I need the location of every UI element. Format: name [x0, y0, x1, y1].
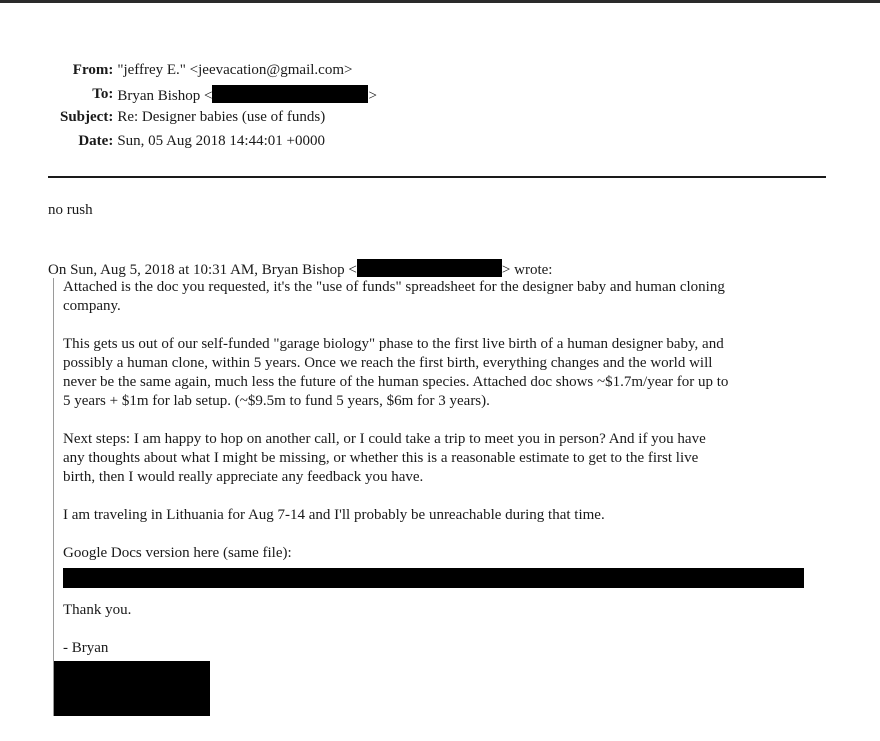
quote-bar: [53, 278, 54, 716]
paragraph-gap: [63, 525, 833, 544]
to-value: [117, 85, 377, 109]
quote-line: 5 years + $1m for lab setup. (~$9.5m to fund 5 years, $6m for 3 years).: [63, 393, 490, 409]
to-name: Bryan Bishop <: [117, 87, 213, 104]
to-label: To:: [92, 85, 114, 102]
header-divider: [48, 176, 826, 178]
quote-line: Attached is the doc you requested, it's the "use of funds" spreadsheet for the designer baby and human cloning: [63, 279, 725, 295]
quote-line: company.: [63, 298, 121, 314]
quote-line: any thoughts about what I might be missing, or whether this is a reasonable estimate to get to the first live: [63, 450, 699, 466]
redaction-docs-link: [63, 568, 804, 588]
quote-line: Thank you.: [63, 602, 132, 618]
attribution-start: On Sun, Aug 5, 2018 at 10:31 AM, Bryan Bishop <: [48, 262, 357, 278]
subject-row: [60, 108, 377, 132]
from-label: From:: [72, 62, 114, 78]
date-label: Date:: [78, 132, 114, 149]
subject-label: Subject:: [60, 109, 114, 125]
quote-line: Next steps: I am happy to hop on another call, or I could take a trip to meet you in person? And if you have: [63, 431, 706, 447]
reply-text: no rush: [48, 202, 93, 218]
top-border: [0, 0, 880, 3]
paragraph-gap: [63, 411, 833, 430]
quote-attribution: [48, 259, 552, 280]
quote-line: - Bryan: [63, 640, 109, 656]
quote-line: This gets us out of our self-funded "garage biology" phase to the first live birth of a human designer baby, and: [63, 336, 724, 352]
date-row: [60, 132, 377, 156]
email-header: [60, 61, 377, 155]
quote-line: possibly a human clone, within 5 years. Once we reach the first birth, everything changes and the world will: [63, 355, 713, 371]
paragraph-gap: [63, 316, 833, 335]
redaction-to-email: [212, 85, 368, 103]
from-value: "jeffrey E." <jeevacation@gmail.com>: [117, 62, 353, 78]
quote-line: birth, then I would really appreciate any feedback you have.: [63, 469, 424, 485]
quoted-message: [63, 278, 833, 658]
redaction-sender-email: [357, 259, 502, 277]
to-close: >: [368, 87, 377, 104]
subject-value: Re: Designer babies (use of funds): [117, 109, 326, 125]
to-row: [60, 85, 377, 109]
attribution-end: > wrote:: [501, 262, 553, 278]
redaction-signature: [54, 661, 210, 716]
paragraph-gap: [63, 620, 833, 639]
paragraph-gap: [63, 487, 833, 506]
quote-line: I am traveling in Lithuania for Aug 7-14 and I'll probably be unreachable during that time.: [63, 507, 605, 523]
date-value: Sun, 05 Aug 2018 14:44:01 +0000: [117, 132, 325, 149]
quote-line: Google Docs version here (same file):: [63, 545, 292, 561]
from-row: [60, 61, 377, 85]
quote-line: never be the same again, much less the future of the human species. Attached doc shows ~$1.7m/year for up to: [63, 374, 729, 390]
